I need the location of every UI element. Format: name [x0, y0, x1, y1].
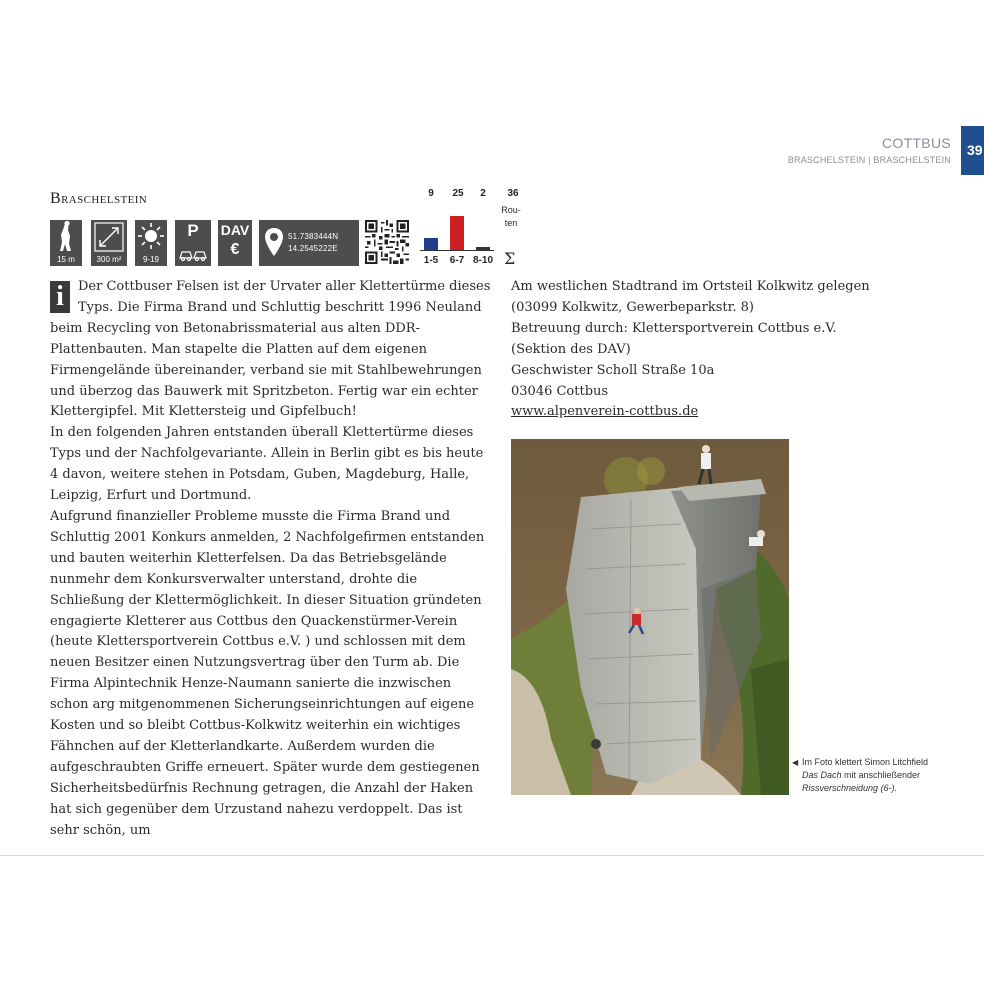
category-label-1-5: 1-5	[423, 255, 439, 266]
dav-fee-icon	[218, 220, 252, 266]
category-label-6-7: 6-7	[449, 255, 465, 266]
sun-hours-label: 9-19	[142, 255, 159, 264]
difficulty-distribution-chart	[418, 188, 528, 268]
city-line: 03046 Cottbus	[511, 383, 609, 399]
caption-route-name: Das Dach	[802, 770, 842, 780]
longitude: 14.2545222E	[288, 244, 338, 253]
routes-label	[498, 204, 524, 230]
category-label-8-10: 8-10	[472, 255, 493, 266]
location-pin-icon	[261, 220, 287, 266]
euro-label: €	[230, 241, 240, 258]
routes-label-line2: ten	[504, 218, 518, 228]
street-line: Geschwister Scholl Straße 10a	[511, 362, 715, 378]
caption-line2	[802, 769, 972, 782]
bar-6-7	[450, 216, 464, 250]
page-number-tab: 39	[961, 126, 984, 175]
parking-icon	[175, 220, 211, 266]
bar-1-5	[424, 238, 438, 250]
caption-arrow-icon: ◀	[792, 758, 799, 767]
wall-area-icon	[91, 220, 127, 266]
qr-code-icon	[365, 220, 409, 264]
paragraph-rescue: Aufgrund finanzieller Probleme musste die Firma Brand und Schluttig 2001 Konkurs anmelden, 2 Nachfolgefirmen entstanden und bauten weiterhin Kletterfelsen. Da das Betriebsgelände nunmehr dem Konkursverwalter unterstand, drohte die Schließung der Klettermöglichkeit. In dieser Situation gründeten engagierte Kletterer aus Cottbus den Quackenstürmer-Verein (heute Klettersportverein Cottbus e.V. ) und schlossen mit dem neuen Besitzer einen Nutzungsvertrag über den Turm ab. Die Firma Alpintechnik Henze-Naumann sanierte die inzwischen schon arg mitgenommenen Sicherungseinrichtungen auf eigene Kosten und so bleibt Cottbus-Kolkwitz weiterhin ein wichtiges Fähnchen auf der Kletterlandkarte. Außerdem wurden die aufgeschraubten Griffe erneuert. Später wurde dem gestiegenen Sicherheitsbedürfnis Rechnung getragen, die Anzahl der Haken hat sich gegenüber dem Urzustand nahezu verdoppelt. Das ist sehr schön, um	[50, 508, 485, 838]
maintainer-line: Betreuung durch: Klettersportverein Cottbus e.V.	[511, 320, 837, 336]
bar-count-1-5: 9	[428, 188, 434, 199]
route-total: 36	[507, 188, 519, 199]
caption-line3	[802, 782, 972, 795]
photo-caption	[792, 756, 972, 795]
routes-label-line1: Rou-	[501, 205, 521, 215]
chart-baseline	[420, 250, 494, 251]
caption-line1: Im Foto klettert Simon Litchfield	[802, 757, 929, 767]
running-header-subtitle: BRASCHELSTEIN | BRASCHELSTEIN	[787, 155, 951, 165]
location-line: Am westlichen Stadtrand im Ortsteil Kolkwitz gelegen	[511, 279, 870, 294]
address-line: (03099 Kolkwitz, Gewerbeparkstr. 8)	[511, 299, 754, 315]
gps-coordinates-box	[259, 220, 359, 266]
height-label: 15 m	[57, 255, 75, 264]
sum-symbol: Σ	[504, 249, 516, 268]
climbing-tower-photo	[511, 439, 789, 795]
website-link[interactable]: www.alpenverein-cottbus.de	[511, 404, 699, 420]
parking-symbol: P	[187, 221, 199, 240]
bar-count-8-10: 2	[480, 188, 486, 199]
caption-line3-text: Rissverschneidung (6-).	[802, 783, 898, 793]
area-label: 300 m²	[96, 255, 122, 264]
dav-label: DAV	[220, 222, 250, 238]
sun-icon	[135, 220, 167, 266]
page-bottom-rule	[0, 855, 984, 856]
paragraph-history: Der Cottbuser Felsen ist der Urvater aller Klettertürme dieses Typs. Die Firma Brand und Schluttig beschritt 1996 Neuland beim Recycling von Betonabrissmaterial aus alten DDR-Plattenbauten. Man stapelte die Platten auf dem eigenen Firmengelände übereinander, verband sie mit Stahlbewehrungen und überzog das Bauwerk mit Spritzbeton. Fertig war ein echter Klettergipfel. Mit Klettersteig und Gipfelbuch!	[50, 279, 491, 420]
paragraph-spread: In den folgenden Jahren entstanden überall Klettertürme dieses Typs und der Nachfolgevariante. Allein in Berlin gibt es bis heute 4 davon, weitere stehen in Potsdam, Guben, Magdeburg, Halle, Leipzig, Erfurt und Dortmund.	[50, 425, 484, 504]
description-column	[50, 277, 492, 841]
info-icon: i	[50, 281, 70, 313]
climber-height-icon	[50, 220, 82, 266]
location-info-column	[511, 277, 871, 423]
caption-line2-rest: mit anschließender	[841, 770, 921, 780]
bar-count-6-7: 25	[452, 188, 464, 199]
crag-title: Braschelstein	[50, 190, 148, 207]
section-line: (Sektion des DAV)	[511, 341, 631, 357]
running-header-city: COTTBUS	[882, 135, 951, 151]
latitude: 51.7383444N	[288, 232, 339, 241]
